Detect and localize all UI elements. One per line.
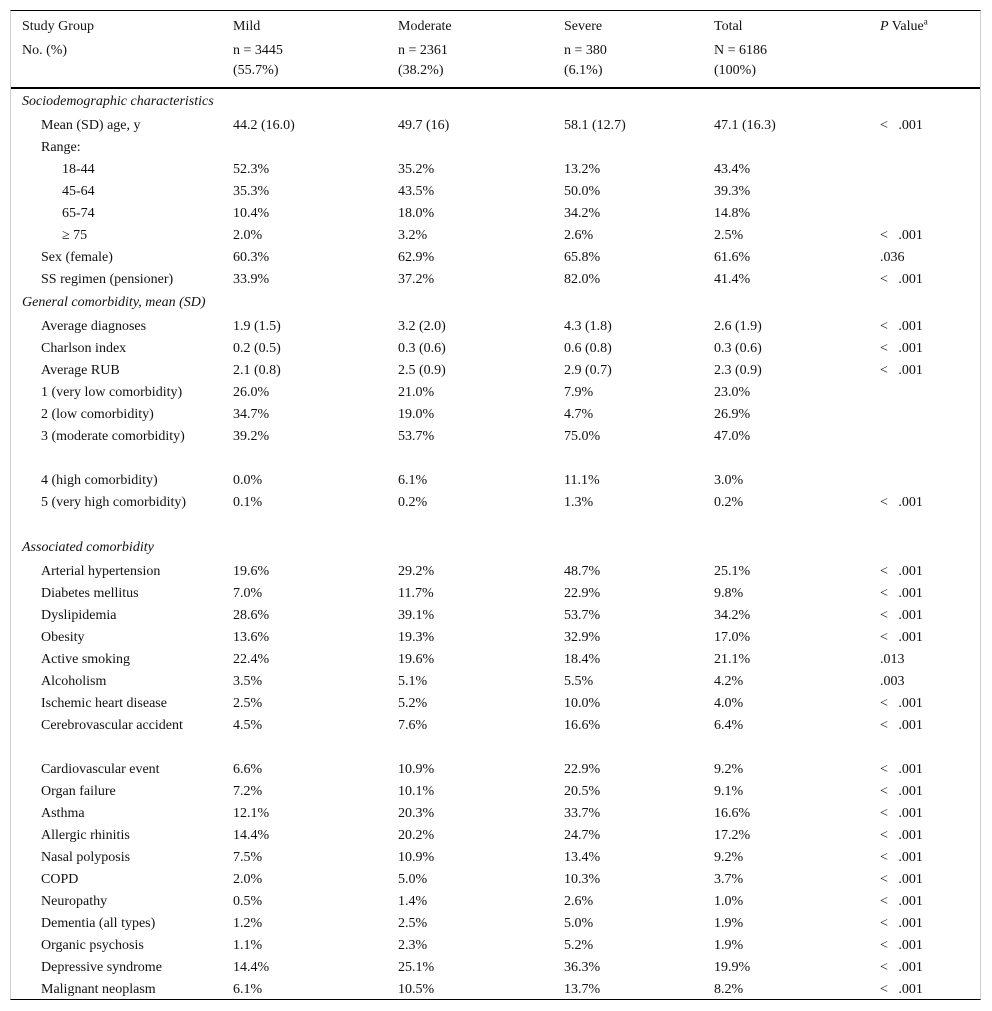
cell-p-value: < .001 (880, 272, 923, 287)
row-label: Depressive syndrome (41, 960, 162, 975)
cell-severe: 18.4% (564, 652, 601, 667)
cell-mild: 60.3% (233, 250, 270, 265)
cell-mild: 0.1% (233, 495, 263, 510)
cell-total: 17.0% (714, 630, 751, 645)
cell-severe: 13.4% (564, 850, 601, 865)
p-superscript: a (923, 16, 928, 27)
cell-moderate: 25.1% (398, 960, 435, 975)
cell-mild: 2.0% (233, 872, 263, 887)
table-row (11, 471, 980, 493)
cell-moderate (398, 138, 564, 160)
cell-severe: 4.3 (1.8) (564, 319, 612, 334)
cell-p-value: < .001 (880, 363, 923, 378)
section-header-row (11, 537, 980, 562)
table-row (11, 138, 980, 160)
row-label: Organic psychosis (41, 938, 144, 953)
cell-severe: 53.7% (564, 608, 601, 623)
cell-total: 0.2% (714, 495, 744, 510)
cell-moderate: 62.9% (398, 250, 435, 265)
row-label: Dyslipidemia (41, 608, 117, 623)
table-row (11, 782, 980, 804)
table-row (11, 804, 980, 826)
n-mild-line2: (55.7%) (233, 63, 279, 78)
cell-mild: 6.6% (233, 762, 263, 777)
table-row (11, 339, 980, 361)
row-label: Obesity (41, 630, 85, 645)
cell-severe: 22.9% (564, 762, 601, 777)
row-label: Malignant neoplasm (41, 982, 156, 997)
table-body (11, 88, 980, 1002)
table-row (11, 204, 980, 226)
cell-moderate: 2.5% (398, 916, 428, 931)
cell-severe: 75.0% (564, 429, 601, 444)
cell-mild: 33.9% (233, 272, 270, 287)
cell-mild: 1.9 (1.5) (233, 319, 281, 334)
cell-mild: 1.1% (233, 938, 263, 953)
cell-severe: 22.9% (564, 586, 601, 601)
cell-total: 41.4% (714, 272, 751, 287)
comorbidity-table-container (10, 10, 981, 1000)
cell-p-value: < .001 (880, 872, 923, 887)
cell-severe: 20.5% (564, 784, 601, 799)
cell-total: 14.8% (714, 206, 751, 221)
row-label: Average RUB (41, 363, 120, 378)
header-n-row (11, 41, 980, 88)
cell-total: 2.5% (714, 228, 744, 243)
row-label: 4 (high comorbidity) (41, 473, 158, 488)
cell-moderate: 0.3 (0.6) (398, 341, 446, 356)
row-label: SS regimen (pensioner) (41, 272, 174, 287)
cell-p-value (880, 427, 980, 471)
row-label: Range: (41, 140, 81, 155)
cell-total: 43.4% (714, 162, 751, 177)
cell-severe: 82.0% (564, 272, 601, 287)
row-label (11, 493, 233, 537)
cell-moderate: 21.0% (398, 385, 435, 400)
cell-moderate: 20.3% (398, 806, 435, 821)
table-row (11, 562, 980, 584)
cell-moderate: 19.6% (398, 652, 435, 667)
cell-moderate: 6.1% (398, 473, 428, 488)
table-row (11, 650, 980, 672)
row-label (11, 427, 233, 471)
cell-mild: 7.5% (233, 850, 263, 865)
cell-severe: 33.7% (564, 806, 601, 821)
row-label: Cardiovascular event (41, 762, 160, 777)
table-row (11, 427, 980, 471)
header-row (11, 11, 980, 41)
cell-p-value (880, 204, 980, 226)
cell-moderate: 39.1% (398, 608, 435, 623)
cell-total: 61.6% (714, 250, 751, 265)
cell-total: 3.0% (714, 473, 744, 488)
table-row (11, 182, 980, 204)
p-italic: P (880, 19, 889, 34)
cell-p-value: < .001 (880, 586, 923, 601)
table-row (11, 405, 980, 427)
n-severe (564, 41, 714, 88)
cell-severe: 2.6% (564, 894, 594, 909)
cell-mild: 39.2% (233, 429, 270, 444)
cell-mild: 7.2% (233, 784, 263, 799)
cell-mild: 2.5% (233, 696, 263, 711)
cell-mild: 13.6% (233, 630, 270, 645)
cell-total: 19.9% (714, 960, 751, 975)
cell-moderate: 5.1% (398, 674, 428, 689)
cell-moderate: 49.7 (16) (398, 118, 450, 133)
row-label: Organ failure (41, 784, 116, 799)
cell-total: 39.3% (714, 184, 751, 199)
row-label-text: 3 (moderate comorbidity) (41, 429, 185, 444)
table-row (11, 248, 980, 270)
table-row (11, 361, 980, 383)
row-label: COPD (41, 872, 79, 887)
cell-p-value: < .001 (880, 341, 923, 356)
cell-moderate: 0.2% (398, 495, 428, 510)
row-label: Average diagnoses (41, 319, 147, 334)
cell-severe: 10.0% (564, 696, 601, 711)
cell-mild: 6.1% (233, 982, 263, 997)
cell-total: 1.9% (714, 938, 744, 953)
cell-total (714, 138, 880, 160)
cell-severe: 5.0% (564, 916, 594, 931)
cell-moderate: 10.9% (398, 850, 435, 865)
cell-total: 1.9% (714, 916, 744, 931)
cell-severe: 50.0% (564, 184, 601, 199)
cell-severe: 5.2% (564, 938, 594, 953)
cell-moderate: 10.5% (398, 982, 435, 997)
cell-p-value: < .001 (880, 564, 923, 579)
header-severe: Severe (564, 19, 603, 34)
table-row (11, 892, 980, 914)
n-p-blank (880, 41, 980, 88)
cell-p-value: .003 (880, 674, 905, 689)
row-label-text: 5 (very high comorbidity) (41, 495, 187, 510)
n-moderate-line1: n = 2361 (398, 43, 448, 58)
cell-p-value: < .001 (880, 696, 923, 711)
cell-mild: 28.6% (233, 608, 270, 623)
table-row (11, 936, 980, 958)
n-mild-line1: n = 3445 (233, 43, 283, 58)
cell-severe: 2.6% (564, 228, 594, 243)
header-mild: Mild (233, 19, 261, 34)
p-rest: Value (888, 19, 924, 34)
table-row (11, 870, 980, 892)
table-row (11, 606, 980, 628)
cell-mild: 34.7% (233, 407, 270, 422)
cell-total: 9.2% (714, 762, 744, 777)
cell-p-value: < .001 (880, 850, 923, 865)
n-total-line2: (100%) (714, 63, 756, 78)
cell-moderate: 2.5 (0.9) (398, 363, 446, 378)
row-label: Active smoking (41, 652, 131, 667)
row-label: Nasal polyposis (41, 850, 131, 865)
row-label: 45-64 (62, 184, 95, 199)
header-p-value (880, 11, 980, 41)
cell-mild: 7.0% (233, 586, 263, 601)
n-mild (233, 41, 398, 88)
row-label: Arterial hypertension (41, 564, 161, 579)
cell-p-value: .036 (880, 250, 905, 265)
cell-moderate: 19.3% (398, 630, 435, 645)
cell-severe: 4.7% (564, 407, 594, 422)
cell-p-value: < .001 (880, 960, 923, 975)
row-label: 2 (low comorbidity) (41, 407, 154, 422)
cell-p-value (880, 182, 980, 204)
cell-mild: 10.4% (233, 206, 270, 221)
cell-p-value (880, 160, 980, 182)
cell-severe (564, 138, 714, 160)
cell-mild: 3.5% (233, 674, 263, 689)
cell-total: 9.1% (714, 784, 744, 799)
cell-moderate: 11.7% (398, 586, 434, 601)
n-total-line1: N = 6186 (714, 43, 768, 58)
cell-p-value: .013 (880, 652, 905, 667)
table-row (11, 958, 980, 980)
cell-moderate: 3.2 (2.0) (398, 319, 446, 334)
cell-mild: 12.1% (233, 806, 270, 821)
cell-severe: 48.7% (564, 564, 601, 579)
cell-severe: 13.7% (564, 982, 601, 997)
cell-p-value: < .001 (880, 118, 923, 133)
table-row (11, 160, 980, 182)
cell-p-value: < .001 (880, 784, 923, 799)
cell-mild: 2.0% (233, 228, 263, 243)
cell-severe: 24.7% (564, 828, 601, 843)
n-severe-line1: n = 380 (564, 43, 607, 58)
row-label: Charlson index (41, 341, 127, 356)
cell-severe: 16.6% (564, 718, 601, 733)
cell-severe: 2.9 (0.7) (564, 363, 612, 378)
cell-severe: 0.6 (0.8) (564, 341, 612, 356)
cell-moderate: 43.5% (398, 184, 435, 199)
cell-severe: 10.3% (564, 872, 601, 887)
cell-p-value: < .001 (880, 718, 923, 733)
cell-total: 16.6% (714, 806, 751, 821)
cell-severe: 7.9% (564, 385, 594, 400)
row-label: Dementia (all types) (41, 916, 156, 931)
row-label: Mean (SD) age, y (41, 118, 141, 133)
cell-moderate: 3.2% (398, 228, 428, 243)
section-header-row (11, 88, 980, 116)
cell-total: 0.3 (0.6) (714, 341, 762, 356)
cell-total: 26.9% (714, 407, 751, 422)
cell-mild: 14.4% (233, 960, 270, 975)
row-label: Allergic rhinitis (41, 828, 130, 843)
cell-total: 2.6 (1.9) (714, 319, 762, 334)
cell-total: 1.0% (714, 894, 744, 909)
cell-p-value: < .001 (880, 916, 923, 931)
cell-moderate: 10.9% (398, 762, 435, 777)
cell-moderate: 20.2% (398, 828, 435, 843)
cell-moderate: 10.1% (398, 784, 435, 799)
cell-p-value (880, 138, 980, 160)
cell-mild: 4.5% (233, 718, 263, 733)
row-label: Asthma (41, 806, 85, 821)
cell-mild: 0.0% (233, 473, 263, 488)
table-row (11, 672, 980, 694)
cell-p-value: < .001 (880, 495, 923, 510)
row-label: Ischemic heart disease (41, 696, 167, 711)
row-label: Sex (female) (41, 250, 113, 265)
header-moderate: Moderate (398, 19, 452, 34)
header-study-group: Study Group (22, 19, 94, 34)
cell-total: 25.1% (714, 564, 751, 579)
table-row (11, 980, 980, 1002)
row-label: Diabetes mellitus (41, 586, 139, 601)
cell-total: 17.2% (714, 828, 751, 843)
cell-mild: 2.1 (0.8) (233, 363, 281, 378)
cell-mild: 22.4% (233, 652, 270, 667)
cell-mild: 0.5% (233, 894, 263, 909)
table-row (11, 226, 980, 248)
cell-total: 4.0% (714, 696, 744, 711)
cell-p-value: < .001 (880, 319, 923, 334)
cell-severe: 58.1 (12.7) (564, 118, 626, 133)
cell-mild (233, 138, 398, 160)
table-row (11, 914, 980, 936)
n-moderate (398, 41, 564, 88)
cell-p-value: < .001 (880, 762, 923, 777)
cell-moderate: 35.2% (398, 162, 435, 177)
cell-p-value: < .001 (880, 228, 923, 243)
cell-mild: 14.4% (233, 828, 270, 843)
cell-mild: 1.2% (233, 916, 263, 931)
cell-total: 2.3 (0.9) (714, 363, 762, 378)
cell-severe: 32.9% (564, 630, 601, 645)
cell-mild: 26.0% (233, 385, 270, 400)
table-row (11, 270, 980, 292)
table-row (11, 493, 980, 537)
table-row (11, 848, 980, 870)
row-label: ≥ 75 (62, 228, 88, 243)
cell-severe: 65.8% (564, 250, 601, 265)
cell-p-value: < .001 (880, 806, 923, 821)
header-total: Total (714, 19, 743, 34)
row-label: 18-44 (62, 162, 95, 177)
cell-p-value: < .001 (880, 608, 923, 623)
cell-mild: 19.6% (233, 564, 270, 579)
row-label: Neuropathy (41, 894, 108, 909)
cell-total: 9.2% (714, 850, 744, 865)
row-label: 65-74 (62, 206, 95, 221)
table-row (11, 116, 980, 138)
cell-total: 6.4% (714, 718, 744, 733)
row-label: 1 (very low comorbidity) (41, 385, 183, 400)
cell-p-value (880, 471, 980, 493)
cell-total: 4.2% (714, 674, 744, 689)
cell-moderate: 37.2% (398, 272, 435, 287)
section-title: Associated comorbidity (22, 540, 154, 555)
table-row (11, 760, 980, 782)
table-row (11, 584, 980, 606)
cell-severe: 13.2% (564, 162, 601, 177)
cell-total: 47.0% (714, 429, 751, 444)
header-no-label: No. (%) (22, 43, 68, 58)
cell-p-value (880, 405, 980, 427)
cell-total: 21.1% (714, 652, 751, 667)
cell-moderate: 53.7% (398, 429, 435, 444)
cell-mild: 35.3% (233, 184, 270, 199)
n-severe-line2: (6.1%) (564, 63, 603, 78)
cell-p-value: < .001 (880, 938, 923, 953)
cell-p-value: < .001 (880, 828, 923, 843)
cell-mild: 44.2 (16.0) (233, 118, 295, 133)
cell-moderate: 2.3% (398, 938, 428, 953)
cell-severe: 36.3% (564, 960, 601, 975)
table-row (11, 716, 980, 760)
cell-moderate: 7.6% (398, 718, 428, 733)
cell-moderate: 1.4% (398, 894, 428, 909)
cell-total: 47.1 (16.3) (714, 118, 776, 133)
table-row (11, 826, 980, 848)
n-moderate-line2: (38.2%) (398, 63, 444, 78)
cell-total: 34.2% (714, 608, 751, 623)
table-row (11, 694, 980, 716)
table-row (11, 383, 980, 405)
row-label (11, 716, 233, 760)
section-title: Sociodemographic characteristics (22, 94, 214, 109)
table-row (11, 317, 980, 339)
cell-total: 9.8% (714, 586, 744, 601)
row-label: Alcoholism (41, 674, 107, 689)
cell-moderate: 5.0% (398, 872, 428, 887)
cell-p-value: < .001 (880, 630, 923, 645)
section-title: General comorbidity, mean (SD) (22, 295, 206, 310)
cell-severe: 34.2% (564, 206, 601, 221)
cell-p-value (880, 383, 980, 405)
comorbidity-table (11, 11, 980, 1002)
cell-moderate: 19.0% (398, 407, 435, 422)
row-label-text: Cerebrovascular accident (41, 718, 183, 733)
n-total (714, 41, 880, 88)
section-header-row (11, 292, 980, 317)
cell-moderate: 29.2% (398, 564, 435, 579)
cell-p-value: < .001 (880, 894, 923, 909)
cell-severe: 1.3% (564, 495, 594, 510)
cell-total: 8.2% (714, 982, 744, 997)
cell-moderate: 5.2% (398, 696, 428, 711)
cell-severe: 11.1% (564, 473, 600, 488)
cell-total: 23.0% (714, 385, 751, 400)
table-row (11, 628, 980, 650)
cell-total: 3.7% (714, 872, 744, 887)
cell-mild: 52.3% (233, 162, 270, 177)
cell-severe: 5.5% (564, 674, 594, 689)
cell-moderate: 18.0% (398, 206, 435, 221)
cell-mild: 0.2 (0.5) (233, 341, 281, 356)
cell-p-value: < .001 (880, 982, 923, 997)
